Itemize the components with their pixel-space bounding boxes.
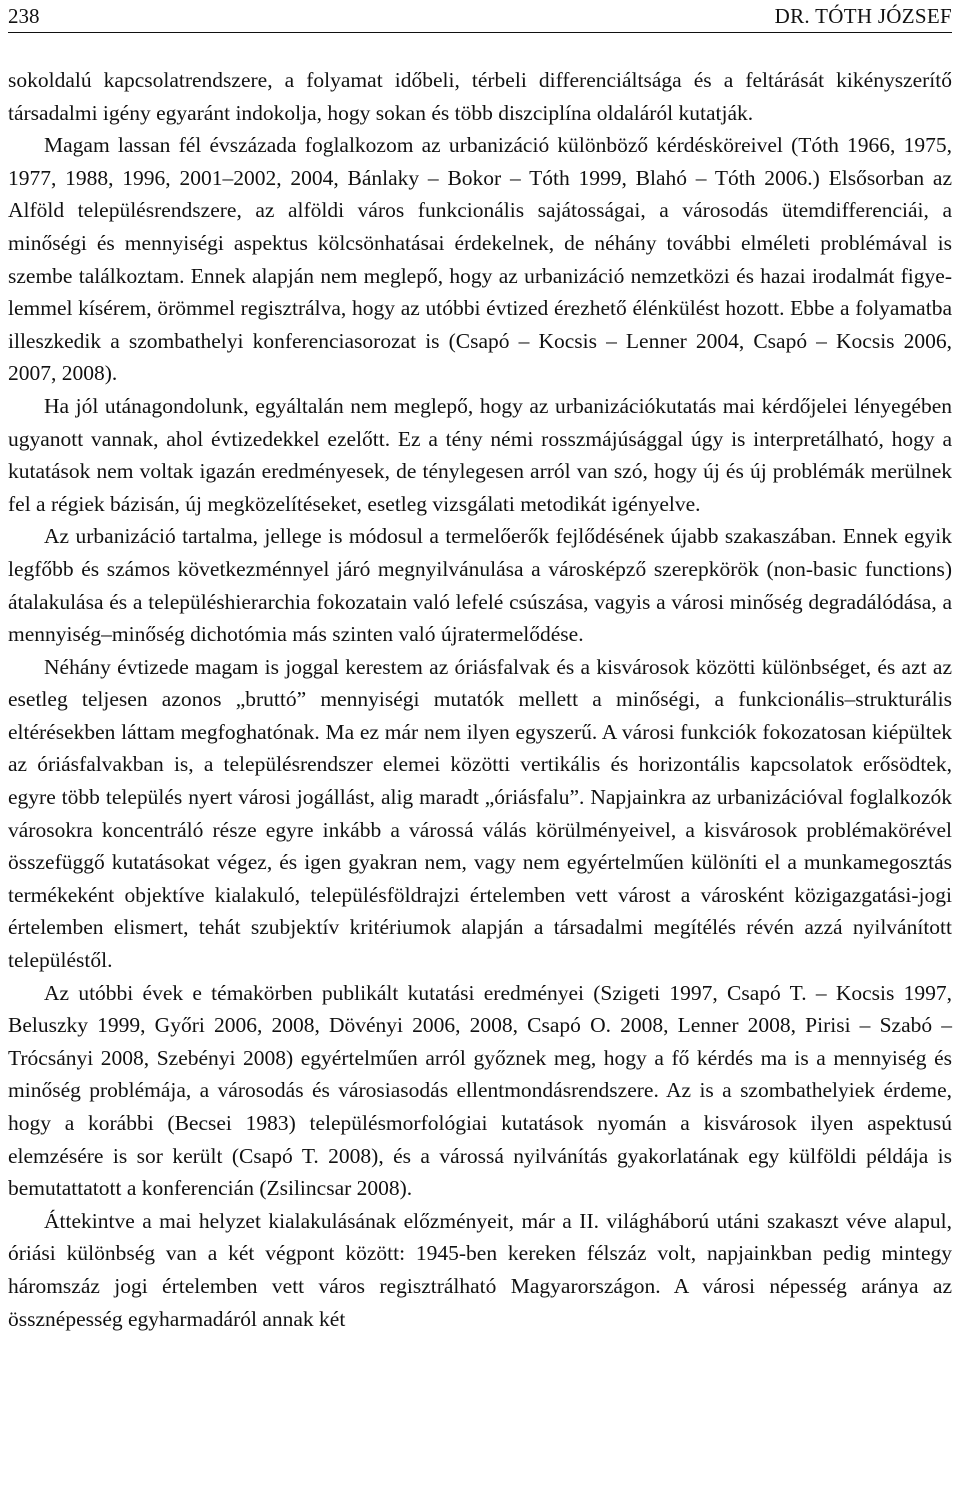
paragraph-continued: sokoldalú kapcsolatrendszere, a folyamat időbeli, térbeli differenciáltsága és a feltárását kikényszerítő társadalmi igény egyaránt indokolja, hogy sokan és több diszciplína oldaláról kutatják. (8, 68, 952, 125)
running-head: DR. TÓTH JÓZSEF (774, 4, 952, 28)
page-number: 238 (8, 4, 40, 28)
paragraph: Néhány évtizede magam is joggal kerestem az óriásfalvak és a kisvárosok közötti különbséget, és azt az esetleg teljesen azonos „bruttó” mennyiségi mutatók mellett a minőségi, a funkcionális–strukturális eltérésekben láttam megfoghatónak. Ma ez már nem ilyen egyszerű. A városi funkciók fokozatosan kiépültek az óriásfalvakban is, a településrendszer elemei közötti vertikális és horizontális kapcsolatok erősödtek, egyre több település nyert városi jogállást, alig maradt „óriásfalu”. Napjainkra az urbanizációval foglalkozók városokra koncentráló része egyre inkább a várossá válás körülményeivel, a kisvárosok problémakörével összefüggő kutatásokat végez, és igen gyakran nem, vagy nem egyértelműen különíti el a munkamegosztás termékeként objektíve kialakuló, településföldrajzi értelemben vett várost a városként közigazgatási-jogi értelemben elismert, tehát szubjektív kritériumok alapján a társadalmi megítélés révén azzá nyilvánított településtől. (8, 654, 952, 973)
paragraph: Az urbanizáció tartalma, jellege is módosul a termelőerők fejlődésének újabb szakaszában. Ennek egyik legfőbb és számos következménnyel járó megnyilvánulása a városképző szerepkörök (non-basic functions) átalakulása és a településhierarchia fokozatain való lefelé csúszása, vagyis a városi minőség degradálódása, a mennyiség–minőség dichotómia más szinten való újratermelődése. (8, 524, 952, 647)
page-header (8, 2, 952, 33)
paragraph: Ha jól utánagondolunk, egyáltalán nem meglepő, hogy az urbanizációkutatás mai kérdőjelei lényegében ugyanott vannak, ahol évtizedekkel ezelőtt. Ez a tény némi rosszmájúsággal úgy is interpretálható, hogy a kutatások nem voltak igazán eredményesek, de ténylegesen arról van szó, hogy új és új problémák merülnek fel a régiek bázisán, új megközelítéseket, esetleg vizsgálati metodikát igényelve. (8, 393, 952, 516)
paragraph: Áttekintve a mai helyzet kialakulásának előzményeit, már a II. világháború utáni szakaszt véve alapul, óriási különbség van a két végpont között: 1945-ben kereken félszáz volt, napjainkban pedig mintegy háromszáz jogi értelemben vett város regisztrálható Magyarországon. A városi népesség aránya az össznépesség egyharmadáról annak két (8, 1208, 952, 1331)
document-page (8, 0, 952, 1485)
paragraph: Az utóbbi évek e témakörben publikált kutatási eredményei (Szigeti 1997, Csapó T. – Kocsis 1997, Beluszky 1999, Győri 2006, 2008, Dövényi 2006, 2008, Csapó O. 2008, Lenner 2008, Pirisi – Szabó – Trócsányi 2008, Szebényi 2008) egyértelműen arról győznek meg, hogy a fő kérdés ma is a mennyiség és minőség problémája, a városodás és városiasodás ellentmondásrendszere. Az is a szombathelyiek érdeme, hogy a korábbi (Becsei 1983) településmorfológiai kutatások nyomán a kisvárosok ilyen aspektusú elemzésére is sor került (Csapó T. 2008), és a várossá nyilvánítás gyakorlatának egy külföldi példája is bemutattatott a konferencián (Zsilincsar 2008). (8, 980, 952, 1201)
paragraph: Magam lassan fél évszázada foglalkozom az urbanizáció különböző kérdésköreivel (Tóth 1966, 1975, 1977, 1988, 1996, 2001–2002, 2004, Bánlaky – Bokor – Tóth 1999, Blahó – Tóth 2006.) Elsősorban az Alföld településrendszere, az alföldi város funkcionális sajátosságai, a városodás ütemdifferenciái, a minőségi és mennyiségi aspektus kölcsönhatásai érdekelnek, de néhány további elméleti problémával is szembe találkoztam. Ennek alapján nem meglepő, hogy az urbanizáció nemzetközi és hazai irodalmát figyelemmel kísérem, örömmel regisztrálva, hogy az utóbbi évtized érezhető élénkülést hozott. Ebbe a folyamatba illeszkedik a szombathelyi konferenciasorozat is (Csapó – Kocsis – Lenner 2004, Csapó – Kocsis 2006, 2007, 2008). (8, 133, 952, 386)
body-text (8, 64, 952, 1335)
